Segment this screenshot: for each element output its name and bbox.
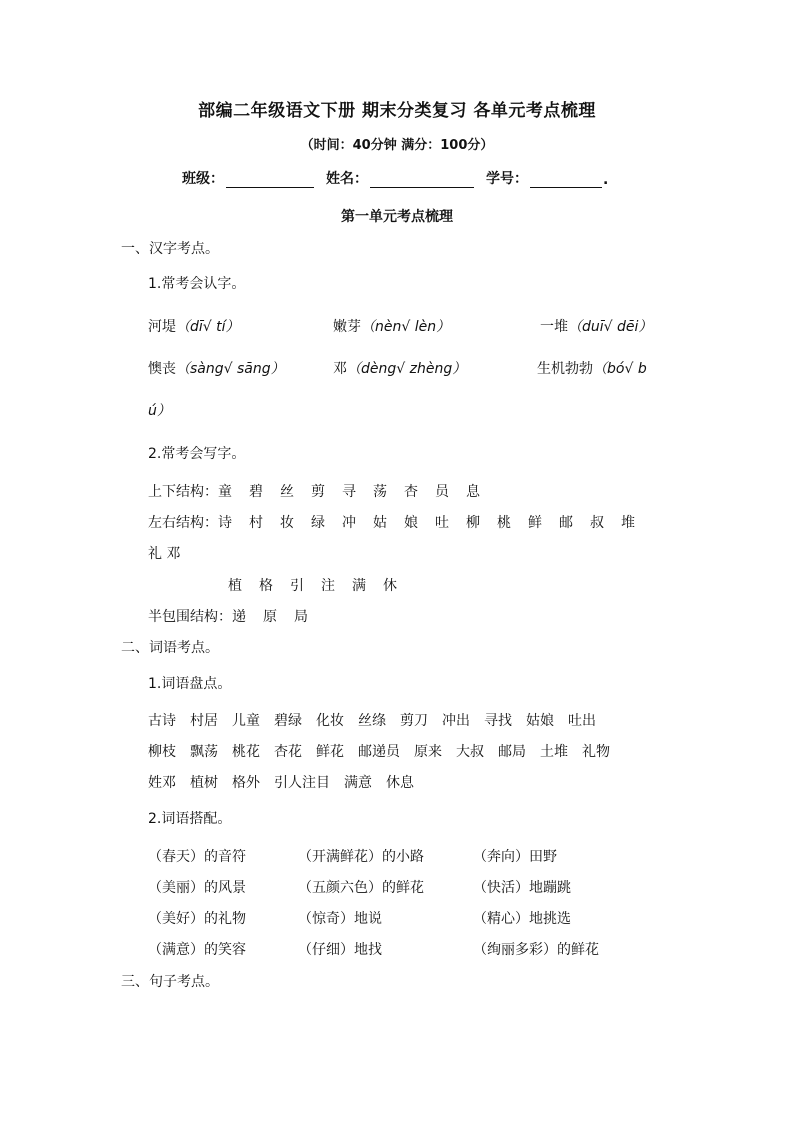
section-heading-words: 二、词语考点。 — [121, 640, 219, 656]
recognize-item-wrap: ú） — [148, 403, 171, 419]
subheading-collocation: 2.词语搭配。 — [148, 811, 232, 827]
collocation-item: （惊奇）地说 — [298, 911, 382, 927]
unit-title: 第一单元考点梳理 — [341, 209, 453, 225]
collocation-item: （美好）的礼物 — [148, 911, 246, 927]
student-info-row — [182, 168, 608, 188]
collocation-item: （仔细）地找 — [298, 942, 382, 958]
collocation-item: （奔向）田野 — [473, 849, 557, 865]
write-left-right-cont2: 植 格 引 注 满 休 — [228, 578, 397, 594]
subheading-recognize: 1.常考会认字。 — [148, 276, 246, 292]
write-half-enclosed: 半包围结构：递 原 局 — [148, 609, 308, 625]
recognize-item: 一堆（duī√ dēi） — [540, 319, 653, 335]
collocation-item: （快活）地蹦跳 — [473, 880, 571, 896]
number-blank[interactable] — [530, 171, 602, 188]
subheading-write: 2.常考会写字。 — [148, 446, 246, 462]
collocation-item: （满意）的笑容 — [148, 942, 246, 958]
number-label: 学号： — [486, 171, 528, 187]
name-blank[interactable] — [370, 171, 474, 188]
write-left-right: 左右结构：诗 村 妆 绿 冲 姑 娘 吐 柳 桃 鲜 邮 叔 堆 — [148, 515, 635, 531]
recognize-item: 懊丧（sàng√ sāng） — [148, 361, 285, 377]
collocation-item: （五颜六色）的鲜花 — [298, 880, 424, 896]
class-blank[interactable] — [226, 171, 314, 188]
collocation-item: （开满鲜花）的小路 — [298, 849, 424, 865]
end-mark: . — [603, 172, 609, 188]
page-title: 部编二年级语文下册 期末分类复习 各单元考点梳理 — [198, 101, 596, 121]
recognize-item: 嫩芽（nèn√ lèn） — [333, 319, 451, 335]
write-top-bottom: 上下结构：童 碧 丝 剪 寻 荡 杏 员 息 — [148, 484, 480, 500]
class-label: 班级： — [182, 171, 224, 187]
recognize-item: 河堤（dī√ tí） — [148, 319, 240, 335]
section-heading-sentences: 三、句子考点。 — [121, 974, 219, 990]
section-heading-characters: 一、汉字考点。 — [121, 241, 219, 257]
name-label: 姓名： — [326, 171, 368, 187]
word-list-row: 柳枝 飘荡 桃花 杏花 鲜花 邮递员 原来 大叔 邮局 土堆 礼物 — [148, 744, 610, 760]
collocation-item: （精心）地挑选 — [473, 911, 571, 927]
collocation-item: （绚丽多彩）的鲜花 — [473, 942, 599, 958]
write-left-right-cont: 礼 邓 — [148, 546, 181, 562]
word-list-row: 古诗 村居 儿童 碧绿 化妆 丝绦 剪刀 冲出 寻找 姑娘 吐出 — [148, 713, 596, 729]
collocation-item: （美丽）的风景 — [148, 880, 246, 896]
word-list-row: 姓邓 植树 格外 引人注目 满意 休息 — [148, 775, 414, 791]
collocation-item: （春天）的音符 — [148, 849, 246, 865]
subheading-word-list: 1.词语盘点。 — [148, 676, 232, 692]
recognize-item: 生机勃勃（bó√ b — [537, 361, 647, 377]
recognize-item: 邓（dèng√ zhèng） — [333, 361, 467, 377]
exam-time-score: （时间：40分钟 满分：100分） — [300, 138, 494, 153]
